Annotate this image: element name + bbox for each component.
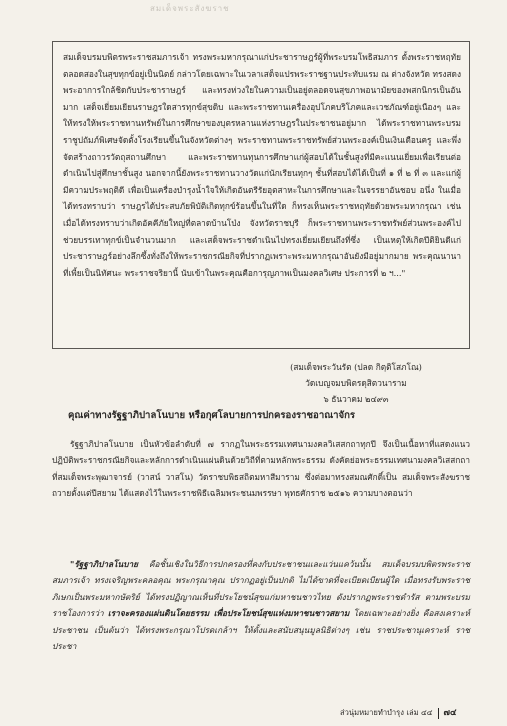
publication-title: ส่วนุ่มหมายทำบำรุง เล่ม ๔๔	[340, 708, 433, 717]
citation-temple: วัดเบญจมบพิตรดุสิตวนาราม	[305, 378, 407, 388]
section-heading: คุณค่าทางรัฐฐาภิปาลโนบาย หรือกุศโลบายการปกครองราชอาณาจักร	[68, 410, 356, 421]
quote-box	[52, 41, 470, 349]
citation-date: ๖ ธันวาคม ๒๔๙๓	[323, 394, 389, 404]
citation-author: (สมเด็จพระวันรัต (ปลด กิตฺติโสภโณ)	[290, 362, 422, 372]
body-paragraph: รัฐฐาภิปาลโนบาย เป็นหัวข้อลำดับที่ ๗ รากฏในพระธรรมเทศนามงคลวิเสสกถาทุกปี จึงเป็นเนื้อหาที่แสดงแนวปฏิบัติพระราชกรณียกิจและหลักการดำเนินแผ่นดินด้วยวิถีที่ตามหลักพระธรรม ดังคัดย่อพระธรรมเทศนามงคลวิเสสกถา ที่สมเด็จพระพุฒาจารย์ (วาสน์ วาสโน) วัดราชบพิธสถิตมหาสีมาราม ซึ่งต่อมาทรงสมณศักดิ์เป็น สมเด็จพระสังฆราช ถวายตั้งแต่ปีสยาม ได้แสดงไว้ในพระราชพิธีเฉลิมพระชนมพรรษา พุทธศักราช ๒๕๑๖ ความบางตอนว่า	[52, 439, 470, 499]
footer-divider	[438, 708, 439, 719]
quote-emphasis: เราจะครองแผ่นดินโดยธรรม เพื่อประโยชน์สุขแห่งมหาชนชาวสยาม	[107, 608, 350, 619]
quote-body-1: คือชั้นเชิงในวิธีการปกครองที่คงกับประชาชนและแว่นแคว้นนั้น สมเด็จบรมบพิตรพระราชสมภารเจ้า ทรงเจริญพระคลอคุณ พระกรุณาคุณ ปรากฏอยู่เป็นปกติ ไม่ได้ขาดที่จะเบียดเบียนผู้ใด เมื่อทรงรับพระราชภิเษกเป็นพระมหากษัตริย์ ได้ทรงปฏิญาณเห็นที่ประโยชน์สุขแก่มหาชนชาวไทย ดังปรากฏพระราชดำรัส ตามพระบรมราชโองการว่า	[52, 559, 470, 619]
quote-lead-term: "รัฐฐาภิปาลโนบาย	[70, 559, 138, 569]
italic-quotation	[52, 556, 470, 654]
page-footer	[340, 705, 480, 719]
cropped-top-text: สมเด็จพระสังฆราช	[150, 4, 230, 12]
boxed-quotation: สมเด็จบรมบพิตรพระราชสมภารเจ้า ทรงพระมหากรุณาแก่ประชาราษฎร์ผู้ที่พระบรมโพธิสมภาร ตั้งพระราชหฤทัยตลอดสองในสุขทุกข์อยู่เป็นนิตย์ กล่าวโดยเฉพาะในเวลาเสด็จแปรพระราชฐานประทับแรม ณ ต่างจังหวัด ทรงสดงพระอาการใกล้ชิดกับประชาราษฎร์ และทรงห่วงใยในความเป็นอยู่ตลอดจนสุขภาพอนามัยของพสกนิกรเป็นอันมาก เสด็จเยี่ยมเยียนราษฎรใดสารทุกข์สุขดิบ และพระราชทานเครื่องอุปโภคบริโภคและเวชภัณฑ์อยู่เนืองๆ และให้ทรงให้พระราชทานทรัพย์ในการศึกษาของบุตรหลานแห่งราษฎรในประชาชนอยู่มาก ได้พระราชทานพระบรมราชูปถัมภ์พิเศษจัดตั้งโรงเรียนขึ้นในจังหวัดต่างๆ พระราชทานพระราชทรัพย์ส่วนพระองค์เป็นเงินเดือนครู และพึ่งจัดสร้างถาวรวัตถุสถานศึกษา และพระราชทานทุนการศึกษาแก่ผู้สอบได้ในชั้นสูงที่มีคะแนนเยี่ยมเพื่อเรียนต่อดำเนินไปสู่ศึกษาชั้นสูง นอกจากนี้ยังพระราชทานวางวัดแก่นักเรียนทุกๆ ชั้นที่สอบได้ได้เป็นที่ ๑ ที่ ๒ ที่ ๓ และแก่ผู้มีความประพฤติดี เพื่อเป็นเครื่องบำรุงน้ำใจให้เกิดอันตรีรัยอุตสาหะในการศึกษาและในจรรยาอันชอบ อนึ่ง ในเมื่อได้ทรงทราบว่า ราษฎรได้ประสบภัยพิบัติเกิดทุกข์ร้อนขึ้นในที่ใด ก็ทรงเห็นพระราชหฤทัยด้วยพระมหากรุณา เช่น เมื่อได้ทรงทราบว่าเกิดอัคคีภัยใหญ่ที่ตลาดบ้านโป่ง จังหวัดราชบุรี ก็พระราชทานพระราชทรัพย์ส่วนพระองค์ไปช่วยบรรเทาทุกข์เป็นจำนวนมาก และเสด็จพระราชดำเนินไปทรงเยี่ยมเยียนถึงที่ซึ่ง เป็นเหตุให้เกิดปีติยินดีแก่ประชาราษฎร์อย่างลึกซึ้งทั่งถึงให้พระราชกรณียกิจที่ปรากฏเพราะพระมหากรุณาอันยังมีอยู่มากมาย พระคุณนานาที่เพี้ยเป็นนิทัศนะ พระราชจริยานี้ นับเข้าในพระคุณคือการุญภาพเป็นมงคลวิเศษ ประการที่ ๒ ฯ..."	[63, 52, 461, 278]
page-number: ๗๔	[443, 708, 457, 718]
quote-body-2: โดยเฉพาะอย่างยิ่ง คือสงเคราะห์ประชาชน เป็นต้นว่า ได้ทรงพระกรุณาโปรดเกล้าฯ ให้ตั้งและสนับสนุนมูลนิธิต่างๆ เช่น ราชประชานุเคราะห์ ราชประชา	[52, 608, 470, 652]
